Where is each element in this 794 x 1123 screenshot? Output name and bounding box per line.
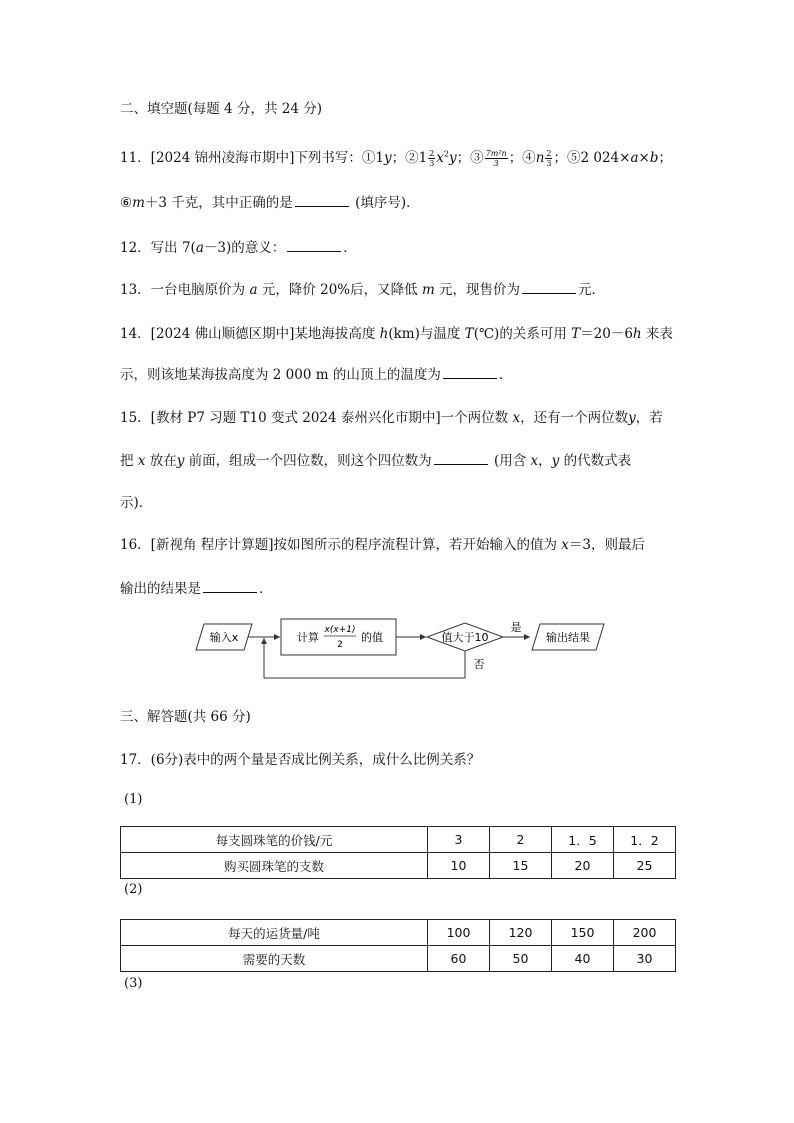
- fraction: $\frac{\text{7m²n}}{3}$: [485, 149, 507, 168]
- svg-text:计算: 计算: [297, 631, 319, 644]
- question-11-line1: 11．[2024 锦州凌海市期中]下列书写：①1y；②1 $\frac{2}{3}$ $x^2y$；③ $\frac{\text{7m²n}}{3}$ ；④n $\frac{2}{3}$ ；⑤2 024×a×b；: [120, 149, 672, 168]
- question-12: 12．写出 7(a－3)的意义： ．: [120, 240, 357, 256]
- fraction: $\frac{2}{3}$: [546, 149, 552, 168]
- table-row: 每天的运货量/吨 100 120 150 200: [121, 920, 676, 946]
- question-15-line3: 示)．: [120, 495, 153, 511]
- table-row: 需要的天数 60 50 40 30: [121, 946, 676, 972]
- question-16-line2: 输出的结果是 ．: [120, 581, 273, 597]
- subquestion-label-2: (2): [124, 882, 143, 897]
- question-17: 17．(6分)表中的两个量是否成比例关系，成什么比例关系？: [120, 752, 481, 768]
- question-14-line1: 14．[2024 佛山顺德区期中]某地海拔高度 h(km)与温度 T(℃)的关系可用 T＝20－6h 来表: [120, 326, 673, 342]
- answer-blank[interactable]: [295, 194, 349, 207]
- answer-blank[interactable]: [203, 580, 257, 593]
- section3-title: 三、解答题(共 66 分): [120, 709, 251, 725]
- svg-text:的值: 的值: [361, 631, 383, 644]
- answer-blank[interactable]: [443, 366, 497, 379]
- question-16-line1: 16．[新视角 程序计算题]按如图所示的程序流程计算，若开始输入的值为 x＝3，则最后: [120, 537, 646, 553]
- yes-label: 是: [510, 621, 522, 634]
- subquestion-label-1: (1): [124, 792, 143, 807]
- question-13: 13．一台电脑原价为 a 元，降价 20%后，又降低 m 元，现售价为 元．: [120, 282, 606, 298]
- decision-label: 值大于10: [441, 631, 489, 644]
- svg-text:2: 2: [337, 640, 343, 650]
- table-row: 购买圆珠笔的支数 10 15 20 25: [121, 853, 676, 879]
- answer-blank[interactable]: [287, 239, 341, 252]
- question-14-line2: 示，则该地某海拔高度为 2 000 m 的山顶上的温度为 ．: [120, 367, 513, 383]
- svg-text:x(x+1): x(x+1): [324, 625, 356, 635]
- question-15-line1: 15．[教材 P7 习题 T10 变式 2024 泰州兴化市期中]一个两位数 x，还有一个两位数y，若: [120, 410, 663, 426]
- table-2: [120, 919, 676, 972]
- program-flowchart: [190, 612, 620, 682]
- answer-blank[interactable]: [434, 452, 488, 465]
- table-row: 每支圆珠笔的价钱/元 3 2 1．5 1．2: [121, 827, 676, 853]
- fraction: $\frac{2}{3}$: [429, 149, 435, 168]
- table-1: [120, 826, 676, 879]
- section2-title: 二、填空题(每题 4 分，共 24 分): [120, 101, 322, 117]
- output-label: 输出结果: [546, 631, 590, 644]
- flow-input-label: 输入x: [209, 631, 239, 644]
- question-11-line2: ⑥m＋3 千克，其中正确的是 (填序号)．: [120, 195, 420, 211]
- question-15-line2: 把 x 放在y 前面，组成一个四位数，则这个四位数为 (用含 x，y 的代数式表: [120, 453, 632, 469]
- answer-blank[interactable]: [522, 281, 576, 294]
- subquestion-label-3: (3): [124, 976, 143, 991]
- no-label: 否: [473, 658, 485, 671]
